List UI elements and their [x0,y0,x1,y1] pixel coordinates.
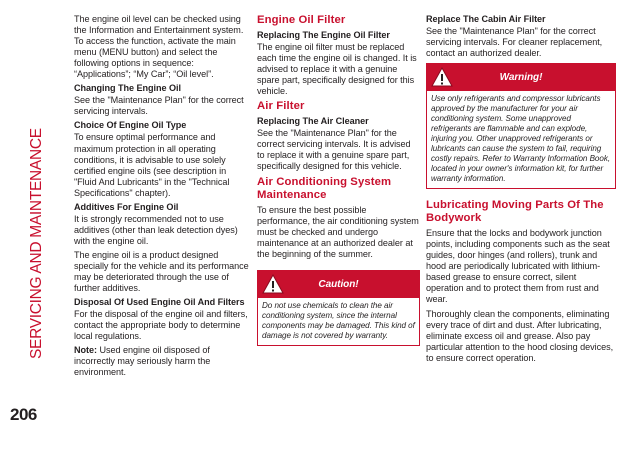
column-2 [257,14,420,346]
caution-title: Caution! [318,278,359,290]
warning-header [427,64,615,91]
replacing-oil-filter-text: The engine oil filter must be replaced each time the engine oil is changed. It is advised to replace it with a genuine spare part, specifically designed for this vehicle. [257,42,417,97]
oil-filter-heading: Engine Oil Filter [257,14,346,26]
lubricating-heading: Lubricating Moving Parts Of The Bodywork [426,199,604,225]
replacing-air-cleaner-text: See the "Maintenance Plan" for the correct servicing intervals. It is advised to replace it with a genuine spare part, specifically designed for this vehicle. [257,128,411,172]
oil-level-intro: The engine oil level can be checked using the Information and Entertainment system. To access the function, activate the main menu (MENU button) and select the following options in sequence: “Applications”; “My Car”; “Oil level”. [74,14,244,80]
note-text: Used engine oil disposed of incorrectly may seriously harm the environment. [74,345,211,378]
caution-box [257,270,420,346]
cabin-filter-text: See the "Maintenance Plan" for the correct servicing intervals. For cleaner replacement, contact an authorized dealer. [426,26,603,59]
air-filter-heading: Air Filter [257,100,305,113]
replacing-air-cleaner-heading: Replacing The Air Cleaner [257,116,369,127]
warning-box [426,63,616,189]
page-number: 206 [10,405,37,424]
caution-header [258,271,419,298]
lubricating-text-1: Ensure that the locks and bodywork junction points, including components such as the seat guides, door hinges (and rollers), trunk and hood are periodically lubricated with lithium-based grease to ensure correct, silent operation and to protect them from rust and wear. [426,228,610,305]
oil-type-heading: Choice Of Engine Oil Type [74,120,187,131]
environment-note [74,345,249,378]
warning-triangle-icon [431,67,453,87]
ac-maintenance-heading: Air Conditioning System Maintenance [257,175,392,201]
additives-heading: Additives For Engine Oil [74,201,179,212]
warning-title: Warning! [499,72,543,84]
disposal-text: For the disposal of the engine oil and filters, contact the appropriate body to determine local regulations. [74,309,248,342]
disposal-heading: Disposal Of Used Engine Oil And Filters [74,297,245,308]
section-side-title: SERVICING AND MAINTENANCE [28,128,45,359]
oil-type-text: To ensure optimal performance and maximum protection in all operating conditions, it is advisable to use solely certified engine oils (see description in "Fluid And Lubricants" in the "Technical Specifications" chapter). [74,132,230,198]
additives-text-1: It is strongly recommended not to use additives (other than leak detection dyes) with the engine oil. [74,213,238,246]
additives-text-2: The engine oil is a product designed specially for the vehicle and its performance may be deteriorated through the use of further additives. [74,249,249,294]
changing-oil-heading: Changing The Engine Oil [74,83,181,94]
replacing-oil-filter-heading: Replacing The Engine Oil Filter [257,30,390,40]
changing-oil-text: See the "Maintenance Plan" for the correct servicing intervals. [74,95,244,117]
lubricating-text-2: Thoroughly clean the components, eliminating every trace of dirt and dust. After lubricating, eliminate excess oil and grease. Also pay particular attention to the hood closing devices, to ensure correct operation. [426,308,614,363]
ac-maintenance-text: To ensure the best possible performance, the air conditioning system must be checked and undergo maintenance at an authorized dealer at the beginning of the summer. [257,204,419,259]
note-label: Note: [74,345,97,356]
warning-text: Use only refrigerants and compressor lubricants approved by the manufacturer for your air conditioning system. Some unapproved refrigerants are flammable and can explode, injuring you. Other unapproved refrigerants or lubricants can cause the system to fail, requiring costly repairs. Refer to Warranty Information Book, located in your owner's information kit, for further warranty information. [431,94,611,184]
caution-text: Do not use chemicals to clean the air conditioning system, since the internal components may be damaged. This kind of damage is not covered by warranty. [262,300,415,340]
cabin-filter-heading: Replace The Cabin Air Filter [426,14,546,24]
column-3 [426,14,616,367]
caution-triangle-icon [262,274,284,294]
column-1 [74,14,249,381]
